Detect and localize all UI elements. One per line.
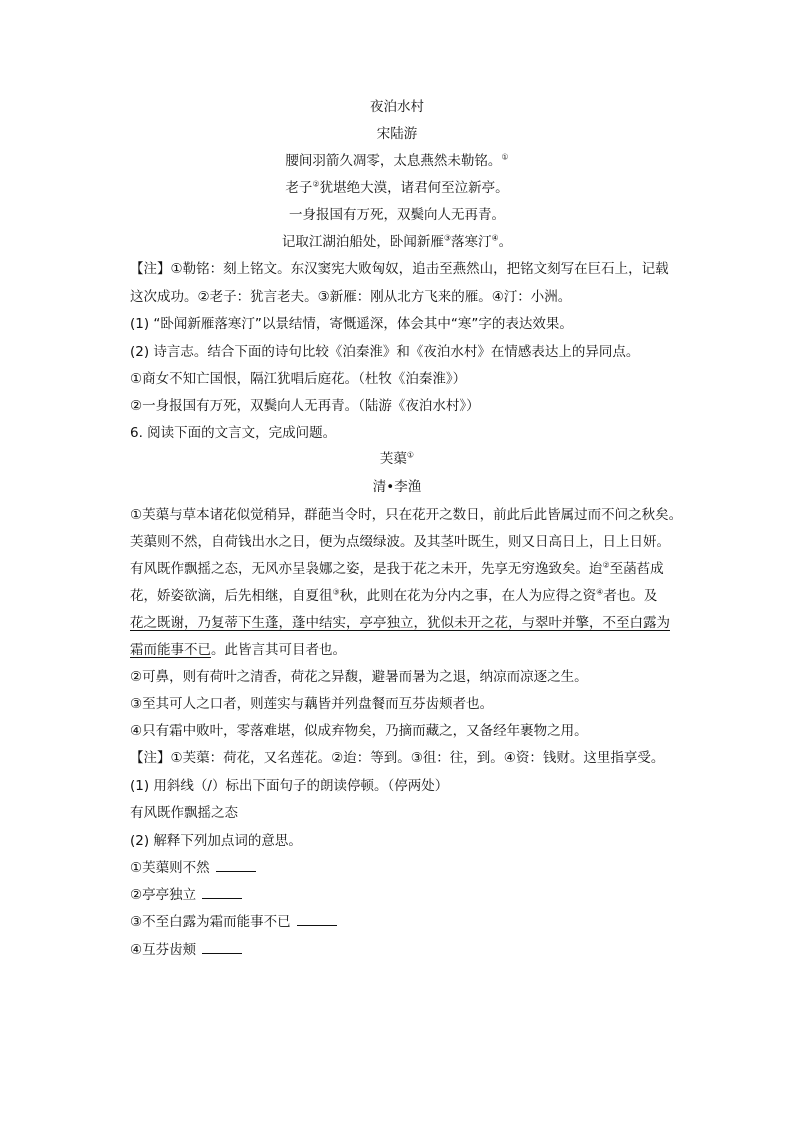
answer-item-a: ①芙蕖则不然 bbox=[130, 859, 256, 877]
footnote-marker: ② bbox=[602, 560, 610, 570]
question-1: (1) “卧闻新雁落寒汀”以景结情，寄慨遥深，体会其中“寒”字的表达效果。 bbox=[130, 316, 573, 332]
footnote-marker: ② bbox=[312, 179, 320, 189]
answer-blank[interactable] bbox=[202, 941, 242, 954]
poem-line-3: 一身报国有万死，双鬓向人无再青。 bbox=[289, 207, 505, 223]
poem-title: 夜泊水村 bbox=[370, 99, 424, 115]
passage-author: 清•李渔 bbox=[372, 479, 422, 495]
passage-line-8: ③至其可人之口者，则莲实与藕皆并列盘餐而互芬齿颊者也。 bbox=[130, 696, 494, 712]
passage-line-5 bbox=[130, 614, 670, 632]
answer-item-d: ④互芬齿颊 bbox=[130, 941, 242, 959]
footnote-marker: ③ bbox=[443, 233, 451, 243]
answer-blank[interactable] bbox=[216, 859, 256, 872]
footnote-marker: ④ bbox=[491, 233, 499, 243]
question-2-quote-a: ①商女不知亡国恨，隔江犹唱后庭花。（杜牧《泊秦淮》） bbox=[130, 371, 467, 387]
answer-blank[interactable] bbox=[202, 886, 242, 899]
poem-author: 宋陆游 bbox=[376, 126, 418, 142]
poem-line-4: 记取江湖泊船处，卧闻新雁③落寒汀④。 bbox=[281, 233, 513, 250]
poem-line-2: 老子②犹堪绝大漠，诸君何至泣新亭。 bbox=[285, 179, 509, 196]
passage-line-4: 花，娇姿欲滴，后先相继，自夏徂③秋，此则在花为分内之事，在人为应得之资④者也。及 bbox=[130, 587, 658, 604]
passage-line-6: 霜而能事不已。此皆言其可目者也。 bbox=[130, 642, 346, 658]
passage-line-7: ②可鼻，则有荷叶之清香，荷花之异馥，避暑而暑为之退，纳凉而凉逐之生。 bbox=[130, 669, 588, 685]
answer-item-b: ②亭亭独立 bbox=[130, 886, 242, 904]
footnote-marker: ④ bbox=[596, 587, 604, 597]
passage-title: 芙蕖① bbox=[379, 450, 415, 467]
poem-note-line-2: 这次成功。②老子：犹言老夫。③新雁：刚从北方飞来的雁。④汀：小洲。 bbox=[130, 289, 572, 305]
passage-line-9: ④只有霜中败叶，零落难堪，似成弃物矣，乃摘而藏之，又备经年裹物之用。 bbox=[130, 723, 588, 739]
sub-question-1-sentence: 有风既作飘摇之态 bbox=[130, 805, 238, 821]
question-2: (2) 诗言志。结合下面的诗句比较《泊秦淮》和《夜泊水村》在情感表达上的异同点。 bbox=[130, 344, 640, 360]
footnote-marker: ③ bbox=[332, 587, 340, 597]
underlined-text: 花之既谢，乃复蒂下生蓬，蓬中结实，亭亭独立，犹似未开之花，与翠叶并擎，不至白露为 bbox=[130, 615, 670, 631]
question-6-heading: 6. 阅读下面的文言文，完成问题。 bbox=[130, 425, 337, 441]
underlined-text: 霜而能事不已 bbox=[130, 642, 211, 658]
sub-question-1: (1) 用斜线（/）标出下面句子的朗读停顿。（停两处） bbox=[130, 778, 449, 794]
footnote-marker: ① bbox=[501, 152, 509, 162]
question-2-quote-b: ②一身报国有万死，双鬓向人无再青。（陆游《夜泊水村》） bbox=[130, 398, 480, 414]
passage-line-3: 有风既作飘摇之态，无风亦呈袅娜之姿，是我于花之未开，先享无穷逸致矣。迨②至菡萏成 bbox=[130, 560, 664, 577]
passage-line-2: 芙蕖则不然，自荷钱出水之日，便为点缀绿波。及其茎叶既生，则又日高日上，日上日妍。 bbox=[130, 534, 670, 550]
answer-item-c: ③不至白露为霜而能事不已 bbox=[130, 913, 337, 931]
poem-note-line-1: 【注】①勒铭：刻上铭文。东汉窦宪大败匈奴，追击至燕然山，把铭文刻写在巨石上，记载 bbox=[130, 261, 669, 277]
footnote-marker: ① bbox=[406, 450, 415, 460]
passage-note: 【注】①芙蕖：荷花，又名莲花。②迨：等到。③徂：往，到。④资：钱财。这里指享受。 bbox=[130, 750, 665, 766]
sub-question-2: (2) 解释下列加点词的意思。 bbox=[130, 833, 302, 849]
answer-blank[interactable] bbox=[297, 913, 337, 926]
passage-line-1: ①芙蕖与草本诸花似觉稍异，群葩当令时，只在花开之数日，前此后此皆属过而不问之秋矣。 bbox=[130, 507, 683, 523]
poem-line-1: 腰间羽箭久凋零，太息燕然未勒铭。① bbox=[285, 152, 509, 169]
